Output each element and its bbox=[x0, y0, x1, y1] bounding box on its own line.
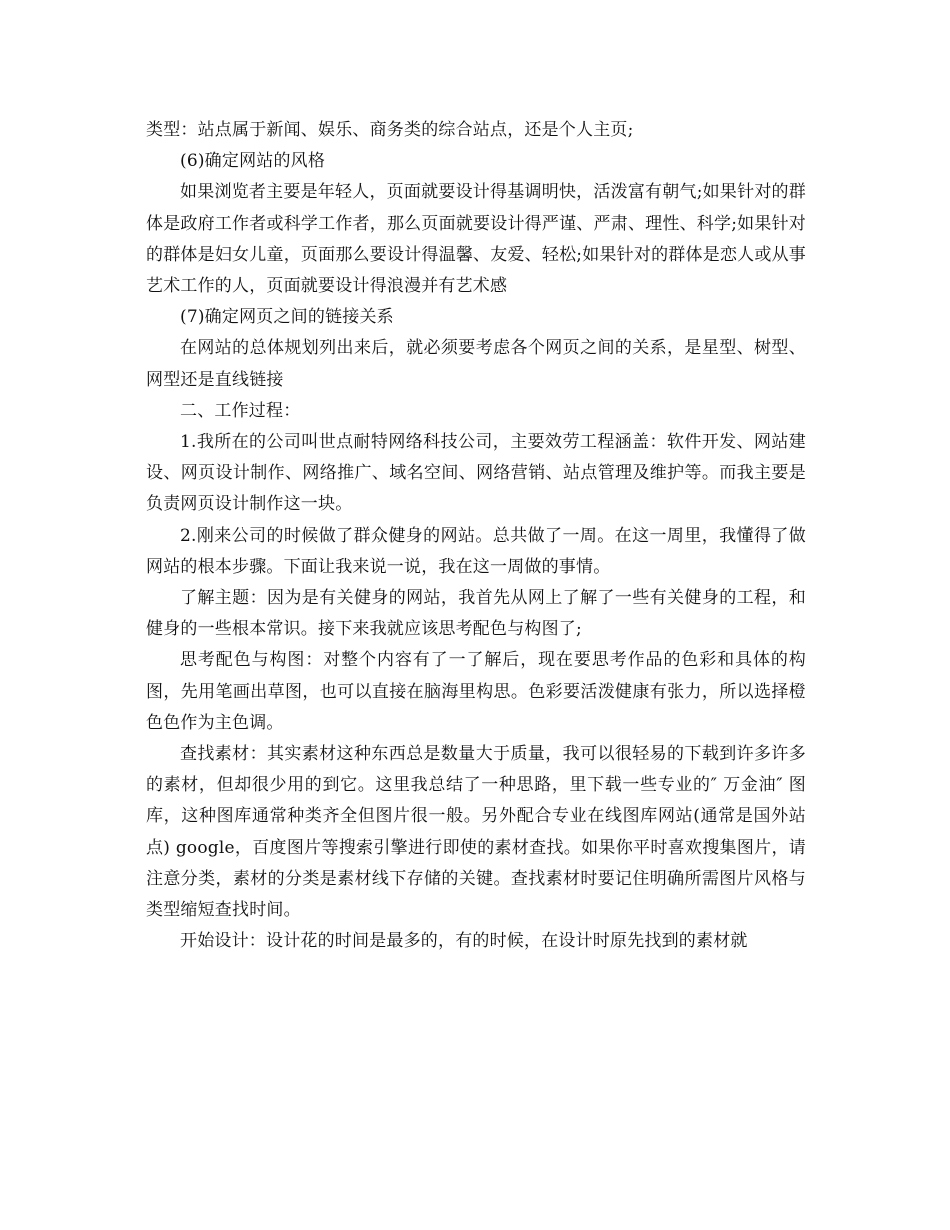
paragraph-find-materials: 查找素材：其实素材这种东西总是数量大于质量，我可以很轻易的下载到许多许多的素材，但却很少用的到它。这里我总结了一种思路，里下载一些专业的″ 万金油″ 图库，这种图库通常种类齐全但图片很一般。另外配合专业在线图库网站(通常是国外站点) google，百度图片等搜索引擎进行即使的素材查找。如果你平时喜欢搜集图片，请注意分类，素材的分类是素材线下存储的关键。查找素材时要记住明确所需图片风格与类型缩短查找时间。 bbox=[146, 744, 806, 921]
paragraph-site-style: 如果浏览者主要是年轻人，页面就要设计得基调明快，活泼富有朝气;如果针对的群体是政府工作者或科学工作者，那么页面就要设计得严谨、严肃、理性、科学;如果针对的群体是妇女儿童，页面那么要设计得温馨、友爱、轻松;如果针对的群体是恋人或从事艺术工作的人，页面就要设计得浪漫并有艺术感 bbox=[146, 182, 806, 297]
paragraph-color-composition: 思考配色与构图：对整个内容有了一了解后，现在要思考作品的色彩和具体的构图，先用笔画出草图，也可以直接在脑海里构思。色彩要活泼健康有张力，所以选择橙色色作为主色调。 bbox=[146, 650, 806, 733]
heading-site-style: (6)确定网站的风格 bbox=[180, 151, 326, 172]
paragraph-start-design: 开始设计：设计花的时间是最多的，有的时候，在设计时原先找到的素材就 bbox=[180, 931, 748, 952]
heading-page-links: (7)确定网页之间的链接关系 bbox=[180, 307, 394, 328]
document-body bbox=[146, 115, 806, 957]
paragraph-company: 1.我所在的公司叫世点耐特网络科技公司，主要效劳工程涵盖：软件开发、网站建设、网页设计制作、网络推广、域名空间、网络营销、站点管理及维护等。而我主要是负责网页设计制作这一块。 bbox=[146, 432, 806, 515]
paragraph-first-project: 2.刚来公司的时候做了群众健身的网站。总共做了一周。在这一周里，我懂得了做网站的根本步骤。下面让我来说一说，我在这一周做的事情。 bbox=[146, 525, 806, 577]
paragraph-site-type: 类型：站点属于新闻、娱乐、商务类的综合站点，还是个人主页; bbox=[146, 120, 634, 140]
paragraph-understand-topic: 了解主题：因为是有关健身的网站，我首先从网上了解了一些有关健身的工程，和健身的一些根本常识。接下来我就应该思考配色与构图了; bbox=[146, 588, 806, 640]
paragraph-page-links: 在网站的总体规划列出来后，就必须要考虑各个网页之间的关系，是星型、树型、网型还是直线链接 bbox=[146, 338, 806, 390]
heading-work-process: 二、工作过程： bbox=[180, 400, 301, 421]
